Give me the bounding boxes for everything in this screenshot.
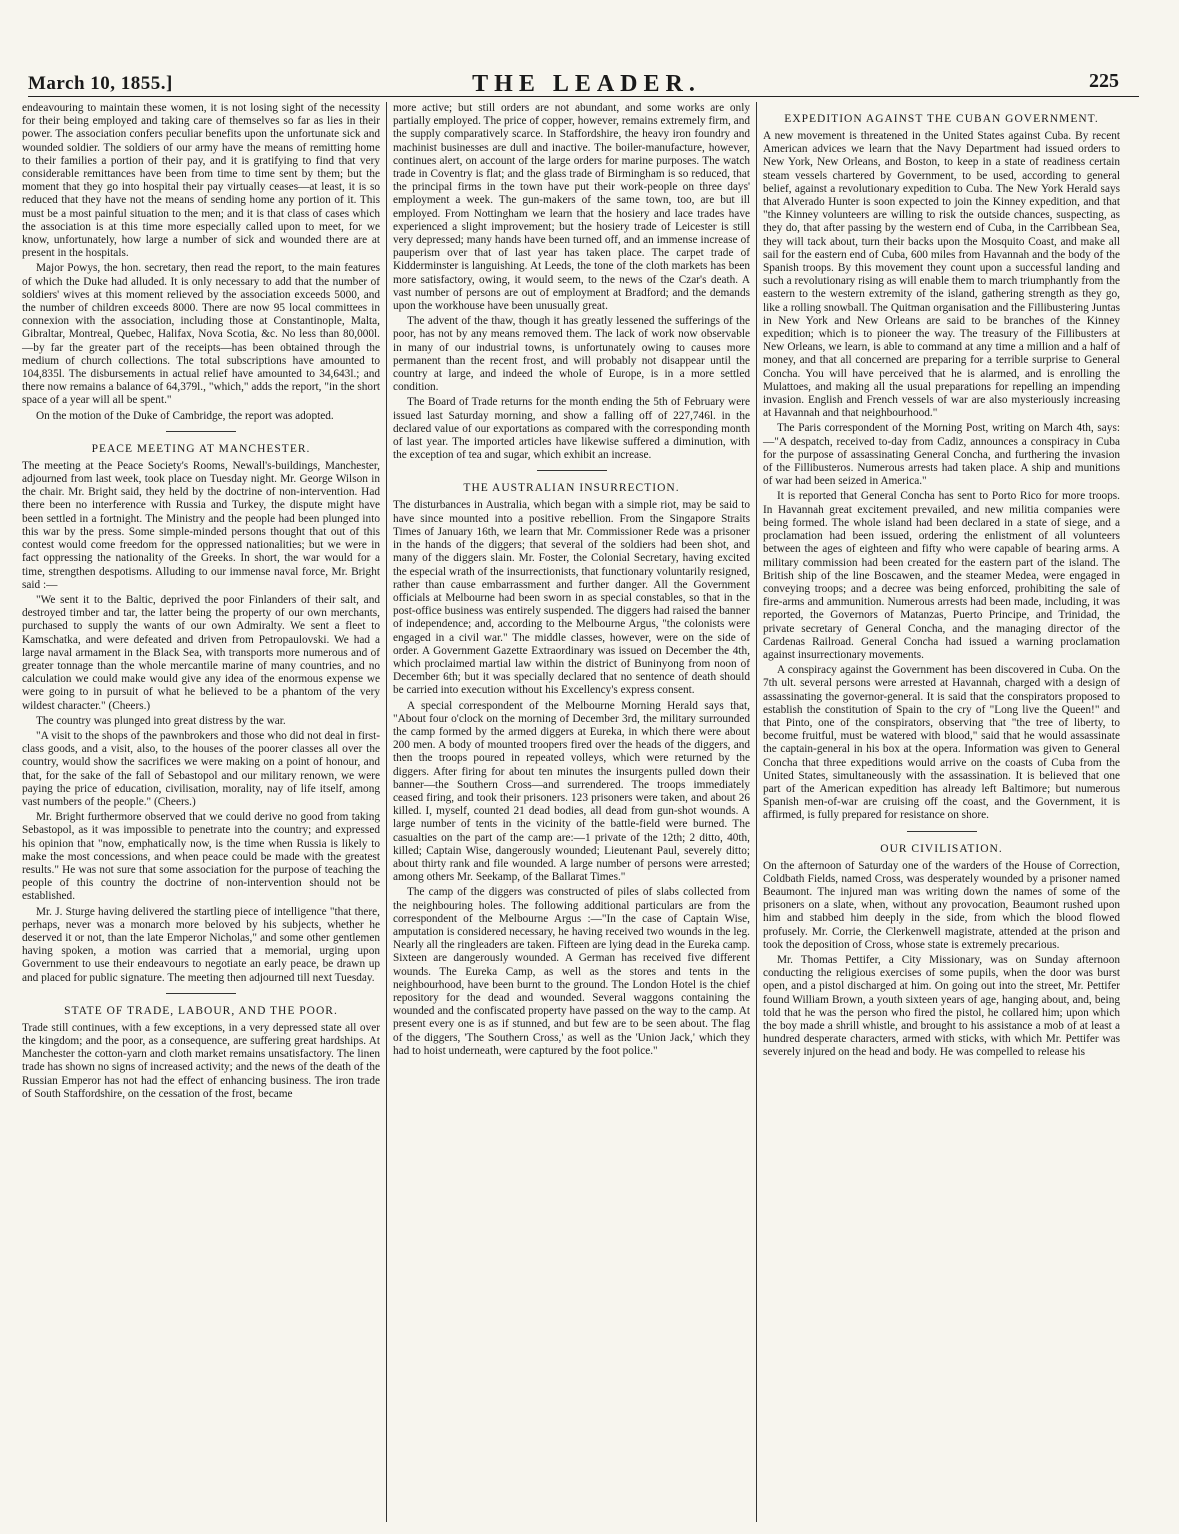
- page-number: 225: [1089, 70, 1119, 92]
- article-paragraph: The Paris correspondent of the Morning Post, writing on March 4th, says:—"A despatch, received to-day from Cadiz, announces a conspiracy in Cuba for the purpose of assassinating General Concha, and furthering the invasion of the Fillibusteros. Numerous arrests had taken place. A ship and munitions of war had been seized in America.": [763, 422, 1120, 488]
- article-heading: EXPEDITION AGAINST THE CUBAN GOVERNMENT.: [784, 113, 1099, 125]
- masthead: [14, 0, 1159, 96]
- column-3: [756, 102, 1126, 1522]
- article-paragraph: more active; but still orders are not abundant, and some works are only partially employed. The price of copper, however, remains extremely firm, and the supply comparatively scarce. In Staffordshire, the heavy iron foundry and machinist businesses are dull and inactive. The boiler-manufacture, however, continues alert, on account of the large orders for marine purposes. The watch trade in Coventry is flat; and the glass trade of Birmingham is so reduced, that the principal firms in the town have put their work-people on three days' employment a week. The gun-makers of the same town, too, are but ill employed. From Nottingham we learn that the hosiery and lace trades have experienced a slight improvement; but the hosiery trade of Leicester is still very depressed; many hands have been turned off, and an immense increase of pauperism over that of last year has taken place. The carpet trade of Kidderminster is languishing. At Leeds, the tone of the cloth markets has been more satisfactory, owing, it would seem, to the news of the Czar's death. A vast number of persons are out of employment at Bradford; and the demands upon the workhouse have been unusually great.: [393, 102, 750, 313]
- article-paragraph: On the motion of the Duke of Cambridge, the report was adopted.: [36, 409, 334, 422]
- article-paragraph: Mr. Thomas Pettifer, a City Missionary, was on Sunday afternoon conducting the religious exercises of some pupils, when the door was burst open, and a pistol discharged at him. On going out into the street, Mr. Pettifer found William Brown, a youth sixteen years of age, hanging about, and, being told that he was the person who fired the pistol, he collared him; upon which the boy made a shrill whistle, and brought to his assistance a mob of at least a hundred desperate characters, armed with sticks, with which Mr. Pettifer was severely injured on the head and body. He was compelled to release his: [763, 953, 1120, 1059]
- article-paragraph: The disturbances in Australia, which began with a simple riot, may be said to have since mounted into a positive rebellion. From the Singapore Straits Times of January 16th, we learn that Mr. Commissioner Rede was a prisoner in the hands of the diggers; that several of the soldiers had been shot, and many of the diggers slain. Mr. Foster, the Colonial Secretary, having excited the especial wrath of the insurrectionists, that functionary voluntarily resigned, rather than cause embarrassment and further danger. All the Government officials at Melbourne had been sworn in as special constables, so that in the post-office business was entirely suspended. The diggers had raised the banner of independence; and, according to the Melbourne Argus, "the colonists were engaged in a civil war." The middle classes, however, were on the side of order. A Government Gazette Extraordinary was issued on December the 4th, which proclaimed martial law within the district of Buninyong from noon of December 6th; but it was specially declared that no sentence of death should be carried into execution without his Excellency's express consent.: [393, 499, 750, 697]
- article-paragraph: A special correspondent of the Melbourne Morning Herald says that, "About four o'clock on the morning of December 3rd, the military surrounded the camp formed by the armed diggers at Eureka, in which there were about 200 men. A body of mounted troopers fired over the heads of the diggers, and then the troops poured in repeated volleys, which were returned by the diggers. After firing for about ten minutes the insurgents pulled down their banner—the Southern Cross—and surrendered. The troops immediately ceased firing, and took their prisoners. 123 prisoners were taken, and about 26 killed. I, myself, counted 21 dead bodies, all dead from gun-shot wounds. A large number of tents in the vicinity of the battle-field were burned. The casualties on the part of the camp are:—1 private of the 12th; 2 ditto, 40th, killed; Captain Wise, dangerously wounded; Lieutenant Paul, severely ditto; about thirty rank and file wounded. A large number of persons were arrested; among others Mr. Seekamp, of the Ballarat Times.": [393, 699, 750, 884]
- column-1: [16, 102, 386, 1522]
- article-heading: OUR CIVILISATION.: [880, 842, 1003, 855]
- section-separator: [166, 993, 236, 994]
- article-heading: STATE OF TRADE, LABOUR, AND THE POOR.: [64, 1004, 338, 1017]
- article-paragraph: Trade still continues, with a few exceptions, in a very depressed state all over the kingdom; and the poor, as a consequence, are suffering great hardships. At Manchester the cotton-yarn and cloth market remains unsatisfactory. The linen trade has shown no signs of increased activity; and the news of the death of the Russian Emperor has not had the effect of enhancing business. The iron trade of South Staffordshire, on the cessation of the frost, became: [22, 1021, 380, 1100]
- section-separator: [537, 470, 607, 471]
- section-separator: [166, 431, 236, 432]
- article-paragraph: Mr. Bright furthermore observed that we could derive no good from taking Sebastopol, as it was impossible to penetrate into the country; and expressed his opinion that "now, emphatically now, is the time when Russia is likely to make the most concessions, and when peace could be made with the greatest results." He was not sure that some association for the purpose of teaching the people of this country the doctrine of non-intervention should not be established.: [22, 811, 380, 903]
- article-paragraph: Mr. J. Sturge having delivered the startling piece of intelligence "that there, perhaps, never was a monarch more beloved by his subjects, whether he deserved it or not, than the late Emperor Nicholas," and some other gentlemen having spoken, a motion was carried that a memorial, urging upon Government to use their endeavours to negotiate an early peace, be drawn up and placed for public signature. The meeting then adjourned till next Tuesday.: [22, 905, 380, 984]
- article-paragraph: "We sent it to the Baltic, deprived the poor Finlanders of their salt, and destroyed timber and tar, the latter being the property of our own merchants, purchased to supply the wants of our own Admiralty. We sent a fleet to Kamschatka, and were defeated and driven from Petropaulovski. We had a large naval armament in the Black Sea, with transports more numerous and of greater tonnage than the whole mercantile marine of many countries, and no calculation we could make would give any idea of the enormous expense we were going to in pursuit of what he believed to be a phantom of the very wildest character." (Cheers.): [22, 593, 380, 712]
- column-2: [386, 102, 756, 1522]
- article-paragraph: Major Powys, the hon. secretary, then read the report, to the main features of which the Duke had alluded. It is only necessary to add that the number of soldiers' wives at this moment relieved by the association exceeds 5000, and the number of children exceeds 8000. There are now 95 local committees in connexion with the association, including those at Constantinople, Malta, Gibraltar, Montreal, Quebec, Halifax, Nova Scotia, &c. No less than 80,000l.—by far the greater part of the receipts—has been obtained through the medium of church collections. The total subscriptions have amounted to 104,835l. The disbursements in actual relief have amounted to 34,643l.; and there now remains a balance of 64,379l., "which," adds the report, "in the short space of a year will all be spent.": [22, 262, 380, 407]
- article-paragraph: endeavouring to maintain these women, it is not losing sight of the necessity for their being employed and taking care of themselves so far as lies in their power. The association confers peculiar benefits upon the unfortunate sick and wounded soldier. The soldiers of our army have the means of remitting home to their families a portion of their pay, and it is gratifying to find that very considerable remittances have been from time to time sent by them; but the moment that they go into hospital their pay virtually ceases—at least, it is so reduced that they have not the means of sending home any portion of it. This must be a most painful situation to the men; and it is that class of cases which the association is at this time more especially called upon to meet, for we know, unfortunately, how large a number of sick and wounded there are at present in the hospitals.: [22, 102, 380, 260]
- section-separator: [907, 831, 977, 832]
- article-paragraph: The advent of the thaw, though it has greatly lessened the sufferings of the poor, has not by any means removed them. The lack of work now observable in many of our industrial towns, is unfortunately owing to causes more permanent than the recent frost, and will probably not disappear until the country at large, and indeed the whole of Europe, is in a more settled condition.: [393, 315, 750, 394]
- article-paragraph: On the afternoon of Saturday one of the warders of the House of Correction, Coldbath Fields, named Cross, was desperately wounded by a prisoner named Beaumont. The injured man was writing down the names of some of the prisoners on a slate, when, without any provocation, Beaumont rushed upon him and stabbed him deeply in the side, from which the blood flowed profusely. Mr. Corrie, the Clerkenwell magistrate, attended at the prison and took the deposition of Cross, whose state is extremely precarious.: [763, 859, 1120, 951]
- article-paragraph: A conspiracy against the Government has been discovered in Cuba. On the 7th ult. several persons were arrested at Havannah, charged with a design of assassinating the governor-general. It is said that the conspirators proposed to establish the constitution of Spain to the cry of "Long live the Queen!" and that Pinto, one of the conspirators, observing that "the tree of liberty, to become fruitful, must be watered with blood," said that he would assassinate the captain-general in his box at the opera. Information was given to General Concha that three expeditions would arrive on the coasts of Cuba from the United States, simultaneously with the assassination. It is believed that one part of the American expedition has already left Baltimore; but numerous Spanish men-of-war are cruising off the coast, and the Government, it is affirmed, is fully prepared for resistance on shore.: [763, 664, 1120, 822]
- article-paragraph: The country was plunged into great distress by the war.: [36, 714, 286, 727]
- article-columns: [16, 102, 1152, 1522]
- article-paragraph: The Board of Trade returns for the month ending the 5th of February were issued last Saturday morning, and show a falling off of 227,746l. in the declared value of our exportations as compared with the corresponding month of last year. The imported articles have likewise suffered a diminution, with the exception of tea and sugar, which exhibit an increase.: [393, 396, 750, 462]
- article-heading: PEACE MEETING AT MANCHESTER.: [91, 442, 311, 455]
- article-paragraph: It is reported that General Concha has sent to Porto Rico for more troops. In Havannah great excitement prevailed, and new militia companies were being formed. The whole island had been declared in a state of siege, and a proclamation had been issued, ordering the enlistment of all volunteers between the ages of eighteen and fifty who were capable of bearing arms. A military commission had been created for the eastern part of the island. The British ship of the line Boscawen, and the steamer Medea, were engaged in conveying troops; and a decree was being enforced, prohibiting the sale of fire-arms and ammunition. Numerous arrests had been made, including, it was reported, the Governors of Matanzas, Puerto Principe, and Trinidad, the private secretary of General Concha, and the managing director of the Cardenas Railroad. General Concha had issued a warning proclamation against insurrectionary movements.: [763, 490, 1120, 661]
- masthead-rule: [28, 96, 1139, 97]
- newspaper-title: THE LEADER.: [472, 71, 701, 97]
- article-paragraph: A new movement is threatened in the United States against Cuba. By recent American advices we learn that the Navy Department had issued orders to New York, New Orleans, and Boston, to keep in a state of readiness certain steam vessels chartered by Government, to be used, according to general belief, against a revolutionary expedition to Cuba. The New York Herald says that Alverado Hunter is soon expected to join the Kinney expedition, and that "the Kinney volunteers are willing to risk the outside chances, suspecting, as they do, that after passing by the western end of Cuba, in the Carribbean Sea, they will tack about, turn their backs upon the Mosquito Coast, and make all sail for the eastern end of Cuba, 600 miles from Havannah and the body of the Spanish troops. By this movement they count upon a successful landing and such a revolutionary rising as will enable them to march triumphantly from the eastern to the western extremity of the island, gathering strength as they go, like a rolling snowball. The Quitman organisation and the Fillibustering Juntas in New York and New Orleans are said to be branches of the Kinney expedition; which is to pioneer the way. The treasury of the Fillibusters at New Orleans, we learn, is able to command at any time a million and a half of money, and that all concerned are preparing for a terrible surprise to General Concha. You will have perceived that he is alarmed, and is enrolling the Mulattoes, and making all the usual preparations for repelling an impending invasion. English and French vessels of war are also mysteriously increasing at Havannah and that neighbourhood.": [763, 130, 1120, 420]
- issue-date: March 10, 1855.]: [28, 73, 173, 94]
- article-paragraph: The camp of the diggers was constructed of piles of slabs collected from the neighbouring holes. The following additional particulars are from the correspondent of the Melbourne Argus :—"In the case of Captain Wise, amputation is considered necessary, he having received two wounds in the leg. Nearly all the ringleaders are taken. Fifteen are lying dead in the Eureka camp. Sixteen are dangerously wounded. A German has received five different wounds. The Eureka Camp, as well as the stores and tents in the neighbourhood, have been burnt to the ground. The London Hotel is the chief repository for the dead and wounded. Several waggons containing the wounded and the confiscated property have passed on the way to the camp. At present every one is as if stunned, and but few are to be seen about. The flag of the diggers, 'The Southern Cross,' as well as the 'Union Jack,' which they had to hoist underneath, were captured by the foot police.": [393, 886, 750, 1057]
- article-paragraph: "A visit to the shops of the pawnbrokers and those who did not deal in first-class goods, and a visit, also, to the houses of the poorer classes all over the country, would show the sacrifices we were making on a point of honour, and that, for the sake of the fall of Sebastopol and our military renown, we were paying the price of education, civilisation, morality, nay of life itself, among vast numbers of the people." (Cheers.): [22, 729, 380, 808]
- article-heading: THE AUSTRALIAN INSURRECTION.: [463, 482, 680, 495]
- article-paragraph: The meeting at the Peace Society's Rooms, Newall's-buildings, Manchester, adjourned from last week, took place on Tuesday night. Mr. George Wilson in the chair. Mr. Bright said, they held by the doctrine of non-intervention. Had there been no interference with Russia and Turkey, the dispute might have been settled in a fortnight. The Ministry and the people had been plunged into this war by the press. Some simple-minded persons thought that out of this contest would come freedom for the oppressed nationalities; but we were in fact oppressing the nationality of the Greeks. In short, the war would for a time, strengthen despotisms. Alluding to our immense naval force, Mr. Bright said :—: [22, 459, 380, 591]
